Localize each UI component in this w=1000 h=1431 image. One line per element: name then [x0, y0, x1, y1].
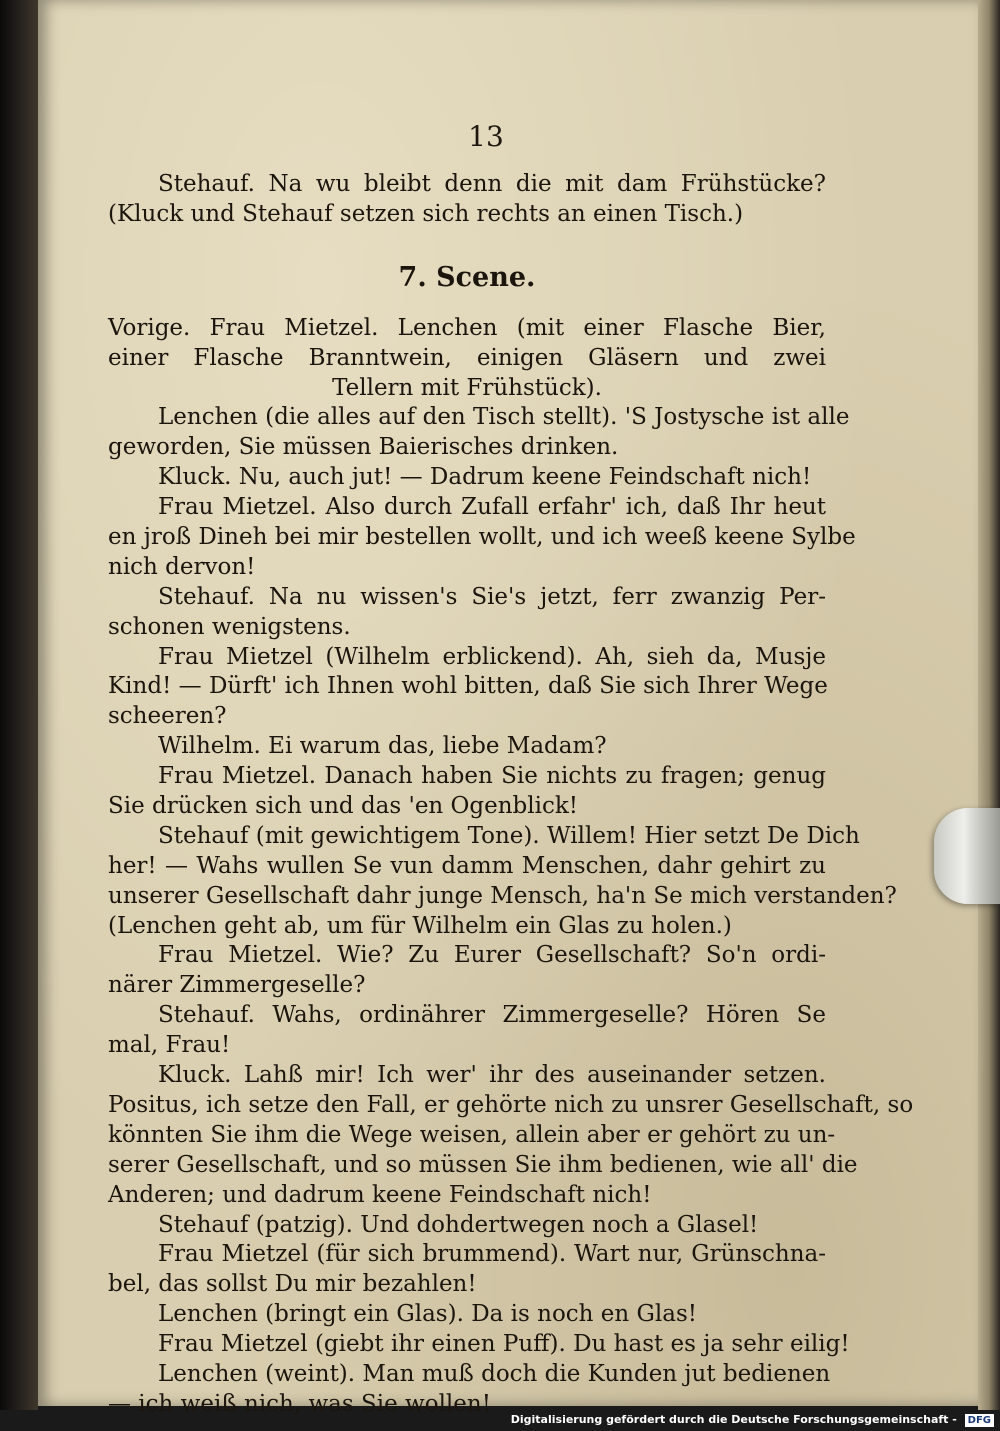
- text-line: Stehauf. Na nu wissen's Sie's jetzt, ferr zwanzig Per-: [158, 583, 826, 610]
- text-line: Tellern mit Frühstück).: [332, 374, 602, 401]
- text-line: Stehauf. Wahs, ordinährer Zimmergeselle? Hören Se: [158, 1002, 826, 1029]
- text-line: Frau Mietzel (für sich brummend). Wart nur, Grünschna-: [158, 1241, 826, 1268]
- text-line: Kluck. Lahß mir! Ich wer' ihr des auseinander setzen.: [158, 1062, 826, 1089]
- text-line: Positus, ich setze den Fall, er gehörte nich zu unsrer Gesellschaft, so: [108, 1091, 914, 1118]
- text-line: Frau Mietzel. Also durch Zufall erfahr' ich, daß Ihr heut: [158, 494, 826, 521]
- page-clip: [934, 808, 1000, 904]
- text-line: Kluck. Nu, auch jut! — Dadrum keene Feindschaft nich!: [158, 464, 812, 491]
- text-after-heading: [108, 314, 914, 1420]
- text-line: Wilhelm. Ei warum das, liebe Madam?: [158, 733, 607, 760]
- text-line: könnten Sie ihm die Wege weisen, allein aber er gehört zu un-: [108, 1121, 836, 1148]
- text-line: Lenchen (bringt ein Glas). Da is noch en Glas!: [158, 1301, 698, 1328]
- text-line: unserer Gesellschaft dahr junge Mensch, ha'n Se mich verstanden?: [108, 882, 897, 909]
- text-line: Kind! — Dürft' ich Ihnen wohl bitten, daß Sie sich Ihrer Wege: [108, 673, 828, 700]
- text-line: geworden, Sie müssen Baierisches drinken.: [108, 434, 619, 461]
- text-line: en jroß Dineh bei mir bestellen wollt, und ich weeß keene Sylbe: [108, 524, 856, 551]
- text-line: (Kluck und Stehauf setzen sich rechts an einen Tisch.): [108, 200, 744, 227]
- text-line: närer Zimmergeselle?: [108, 972, 366, 999]
- page-text: [108, 170, 914, 1420]
- text-line: Lenchen (die alles auf den Tisch stellt). 'S Jostysche ist alle: [158, 404, 850, 431]
- text-line: nich dervon!: [108, 553, 256, 580]
- text-line: Sie drücken sich und das 'en Ogenblick!: [108, 793, 579, 820]
- text-line: Stehauf (patzig). Und dohdertwegen noch a Glasel!: [158, 1211, 759, 1238]
- text-line: Frau Mietzel. Wie? Zu Eurer Gesellschaft? So'n ordi-: [158, 942, 826, 969]
- book-spine-shadow: [0, 0, 38, 1410]
- text-line: — ich weiß nich, was Sie wollen!: [108, 1390, 491, 1417]
- text-line: mal, Frau!: [108, 1032, 231, 1059]
- digitization-credit: [511, 1411, 994, 1429]
- text-line: einer Flasche Branntwein, einigen Gläsern und zwei: [108, 344, 826, 371]
- page-number: 13: [468, 120, 504, 153]
- text-line: her! — Wahs wullen Se vun damm Menschen, dahr gehirt zu: [108, 852, 826, 879]
- text-line: serer Gesellschaft, und so müssen Sie ihm bedienen, wie all' die: [108, 1151, 858, 1178]
- text-line: Frau Mietzel (giebt ihr einen Puff). Du hast es ja sehr eilig!: [158, 1331, 850, 1358]
- text-line: bel, das sollst Du mir bezahlen!: [108, 1271, 477, 1298]
- text-line: Frau Mietzel (Wilhelm erblickend). Ah, sieh da, Musje: [158, 643, 826, 670]
- text-line: Lenchen (weint). Man muß doch die Kunden jut bedienen: [158, 1360, 831, 1387]
- text-line: Vorige. Frau Mietzel. Lenchen (mit einer Flasche Bier,: [108, 314, 826, 341]
- book-page: [38, 0, 978, 1417]
- text-line: Stehauf (mit gewichtigem Tone). Willem! Hier setzt De Dich: [158, 822, 860, 849]
- text-line: (Lenchen geht ab, um für Wilhelm ein Glas zu holen.): [108, 912, 732, 939]
- text-line: schonen wenigstens.: [108, 613, 351, 640]
- text-line: scheeren?: [108, 703, 227, 730]
- text-before-heading: [108, 170, 826, 230]
- page-edge: [978, 0, 1000, 1410]
- text-line: Anderen; und dadrum keene Feindschaft nich!: [108, 1181, 652, 1208]
- scene-heading: 7. Scene.: [398, 261, 536, 293]
- credit-text: Digitalisierung gefördert durch die Deutsche Forschungsgemeinschaft -: [510, 1413, 957, 1426]
- dfg-logo: DFG: [965, 1414, 994, 1427]
- text-line: Stehauf. Na wu bleibt denn die mit dam Frühstücke?: [158, 171, 826, 197]
- text-line: Frau Mietzel. Danach haben Sie nichts zu fragen; genug: [158, 763, 826, 790]
